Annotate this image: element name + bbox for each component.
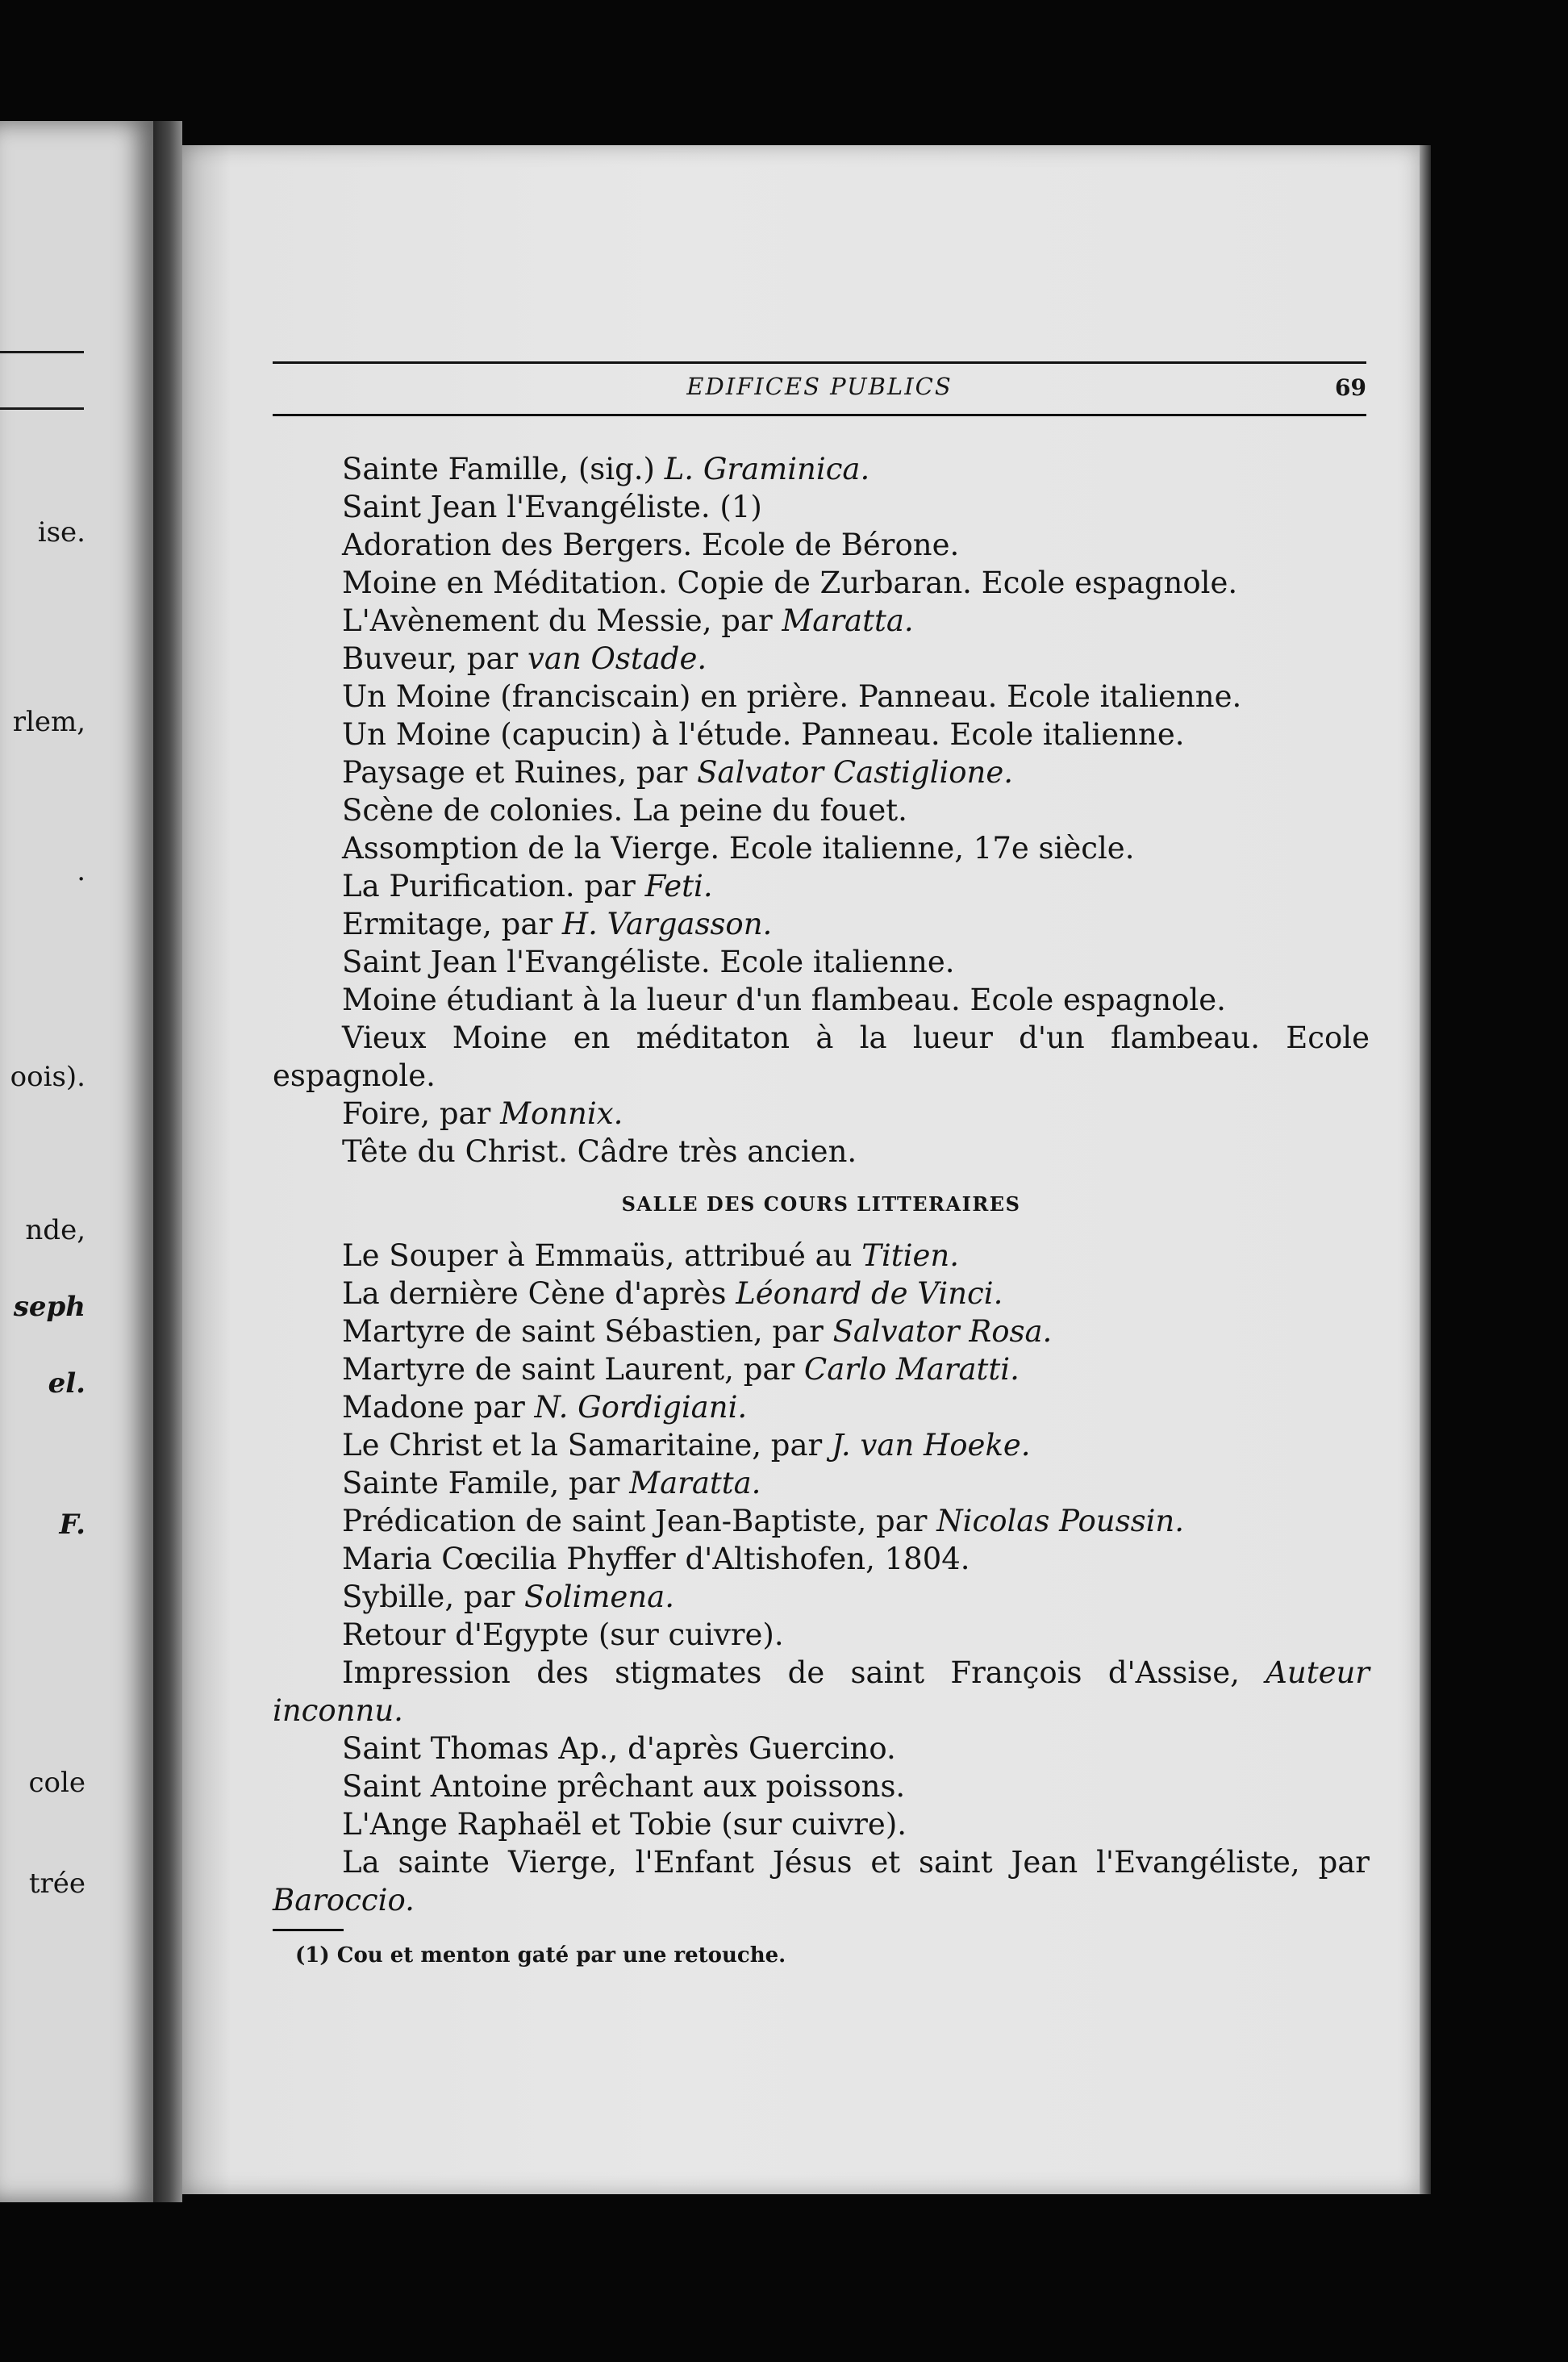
footnote-rule (273, 1929, 344, 1931)
catalogue-entry (273, 1237, 1370, 1275)
entry-list-main (273, 450, 1370, 1171)
catalogue-entry (273, 488, 1370, 526)
entry-text: Adoration des Bergers. Ecole de Bérone. (342, 528, 960, 562)
entry-artist-name: Salvator Rosa. (832, 1314, 1053, 1349)
facing-page-text-fragment: cole (28, 1767, 85, 1799)
catalogue-entry (273, 602, 1370, 640)
entry-artist-name: Léonard de Vinci. (736, 1276, 1003, 1311)
page-number: 69 (1335, 374, 1366, 401)
entry-list-salle-des-cours (273, 1237, 1370, 1919)
catalogue-entry (273, 943, 1370, 981)
facing-page-text-fragment: ise. (37, 516, 85, 549)
entry-text: Martyre de saint Sébastien, par (342, 1314, 833, 1349)
entry-text: Sainte Famile, par (342, 1466, 630, 1500)
entry-text: Buveur, par (342, 641, 528, 676)
entry-text: La sainte Vierge, l'Enfant Jésus et saint Jean l'Evangéliste, par (342, 1845, 1370, 1880)
entry-text: Scène de colonies. La peine du fouet. (342, 793, 907, 828)
catalogue-entry (273, 1805, 1370, 1843)
catalogue-entry (273, 1730, 1370, 1767)
entry-artist-name: Maratta. (782, 603, 914, 638)
catalogue-entry (273, 450, 1370, 488)
entry-text: Un Moine (capucin) à l'étude. Panneau. Ecole italienne. (342, 717, 1185, 752)
entry-text: Paysage et Ruines, par (342, 755, 698, 790)
entry-text: Saint Jean l'Evangéliste. Ecole italienne. (342, 945, 955, 979)
entry-text: Saint Thomas Ap., d'après Guercino. (342, 1731, 896, 1766)
entry-text: La dernière Cène d'après (342, 1276, 736, 1311)
catalogue-entry (273, 1578, 1370, 1616)
facing-page-text-fragment: nde, (25, 1214, 85, 1246)
running-head-bottom-rule (273, 414, 1366, 416)
entry-artist-name: N. Gordigiani. (534, 1390, 748, 1425)
catalogue-entry (273, 1616, 1370, 1654)
entry-artist-name: L. Graminica. (664, 452, 870, 486)
catalogue-entry (273, 1426, 1370, 1464)
facing-page-text-fragment: F. (59, 1509, 85, 1541)
catalogue-entry (273, 1654, 1370, 1730)
facing-page-rule (0, 407, 84, 410)
catalogue-entry (273, 1275, 1370, 1312)
entry-artist-name: Carlo Maratti. (803, 1352, 1020, 1387)
entry-text: Ermitage, par (342, 907, 562, 941)
catalogue-entry (273, 1767, 1370, 1805)
entry-artist-name: Baroccio. (273, 1883, 415, 1918)
catalogue-entry (273, 1019, 1370, 1095)
entry-artist-name: H. Vargasson. (561, 907, 773, 941)
running-head-title: EDIFICES PUBLICS (686, 373, 953, 400)
catalogue-entry (273, 905, 1370, 943)
entry-text: L'Avènement du Messie, par (342, 603, 782, 638)
entry-text: Sainte Famille, (sig.) (342, 452, 665, 486)
entry-text: Saint Jean l'Evangéliste. (1) (342, 490, 762, 524)
entry-text: Moine en Méditation. Copie de Zurbaran. Ecole espagnole. (342, 565, 1238, 600)
catalogue-entry (273, 1350, 1370, 1388)
entry-text: L'Ange Raphaël et Tobie (sur cuivre). (342, 1807, 907, 1842)
entry-artist-name: Maratta. (629, 1466, 761, 1500)
catalogue-entry (273, 829, 1370, 867)
page (182, 145, 1420, 2194)
entry-text: Le Souper à Emmaüs, attribué au (342, 1238, 862, 1273)
entry-text: Tête du Christ. Câdre très ancien. (342, 1134, 857, 1169)
entry-text: Foire, par (342, 1096, 501, 1131)
catalogue-entry (273, 1095, 1370, 1133)
catalogue-entry (273, 1540, 1370, 1578)
page-body (273, 450, 1370, 1972)
facing-page-text-fragment: el. (48, 1367, 85, 1400)
entry-text: Retour d'Egypte (sur cuivre). (342, 1617, 784, 1652)
entry-text: Martyre de saint Laurent, par (342, 1352, 804, 1387)
entry-artist-name: Solimena. (524, 1580, 674, 1614)
entry-text: Saint Antoine prêchant aux poissons. (342, 1769, 906, 1804)
entry-artist-name: Salvator Castiglione. (697, 755, 1014, 790)
catalogue-entry (273, 526, 1370, 564)
entry-artist-name: Titien. (861, 1238, 959, 1273)
facing-page-text-fragment: rlem, (12, 706, 85, 738)
section-heading: SALLE DES COURS LITTERAIRES (621, 1192, 1021, 1216)
entry-text: Sybille, par (342, 1580, 525, 1614)
facing-page-fragment (0, 121, 153, 2202)
catalogue-entry (273, 1843, 1370, 1919)
entry-text: Vieux Moine en méditaton à la lueur d'un flambeau. Ecole espagnole. (273, 1020, 1370, 1093)
catalogue-entry (273, 716, 1370, 753)
catalogue-entry (273, 1388, 1370, 1426)
entry-text: Moine étudiant à la lueur d'un flambeau. Ecole espagnole. (342, 983, 1226, 1017)
catalogue-entry (273, 564, 1370, 602)
catalogue-entry (273, 1133, 1370, 1171)
catalogue-entry (273, 1312, 1370, 1350)
entry-text: Le Christ et la Samaritaine, par (342, 1428, 832, 1463)
entry-text: Prédication de saint Jean-Baptiste, par (342, 1504, 937, 1538)
facing-page-text-fragment: . (77, 855, 85, 887)
entry-artist-name: van Ostade. (528, 641, 707, 676)
catalogue-entry (273, 981, 1370, 1019)
entry-text: La Purification. par (342, 869, 645, 903)
entry-text: Impression des stigmates de saint François d'Assise, (342, 1655, 1266, 1690)
book-gutter (153, 121, 182, 2202)
entry-artist-name: Feti. (644, 869, 713, 903)
entry-text: Un Moine (franciscain) en prière. Panneau. Ecole italienne. (342, 679, 1242, 714)
entry-text: Assomption de la Vierge. Ecole italienne, 17e siècle. (342, 831, 1135, 866)
entry-artist-name: Monnix. (500, 1096, 623, 1131)
catalogue-entry (273, 867, 1370, 905)
facing-page-rule (0, 351, 84, 353)
catalogue-entry (273, 1502, 1370, 1540)
catalogue-entry (273, 678, 1370, 716)
page-edge-shadow (1420, 145, 1431, 2194)
catalogue-entry (273, 1464, 1370, 1502)
entry-artist-name: J. van Hoeke. (831, 1428, 1031, 1463)
facing-page-text-fragment: oois). (10, 1061, 85, 1093)
facing-page-text-fragment: seph (13, 1291, 85, 1323)
footnote: (1) Cou et menton gaté par une retouche. (295, 1943, 786, 1968)
catalogue-entry (273, 640, 1370, 678)
running-head-top-rule (273, 361, 1366, 364)
catalogue-entry (273, 753, 1370, 791)
entry-artist-name: Nicolas Poussin. (936, 1504, 1185, 1538)
entry-text: Maria Cœcilia Phyffer d'Altishofen, 1804. (342, 1542, 970, 1576)
entry-artist-name: Auteur inconnu. (273, 1655, 1370, 1728)
catalogue-entry (273, 791, 1370, 829)
facing-page-text-fragment: trée (28, 1867, 85, 1900)
entry-text: Madone par (342, 1390, 535, 1425)
